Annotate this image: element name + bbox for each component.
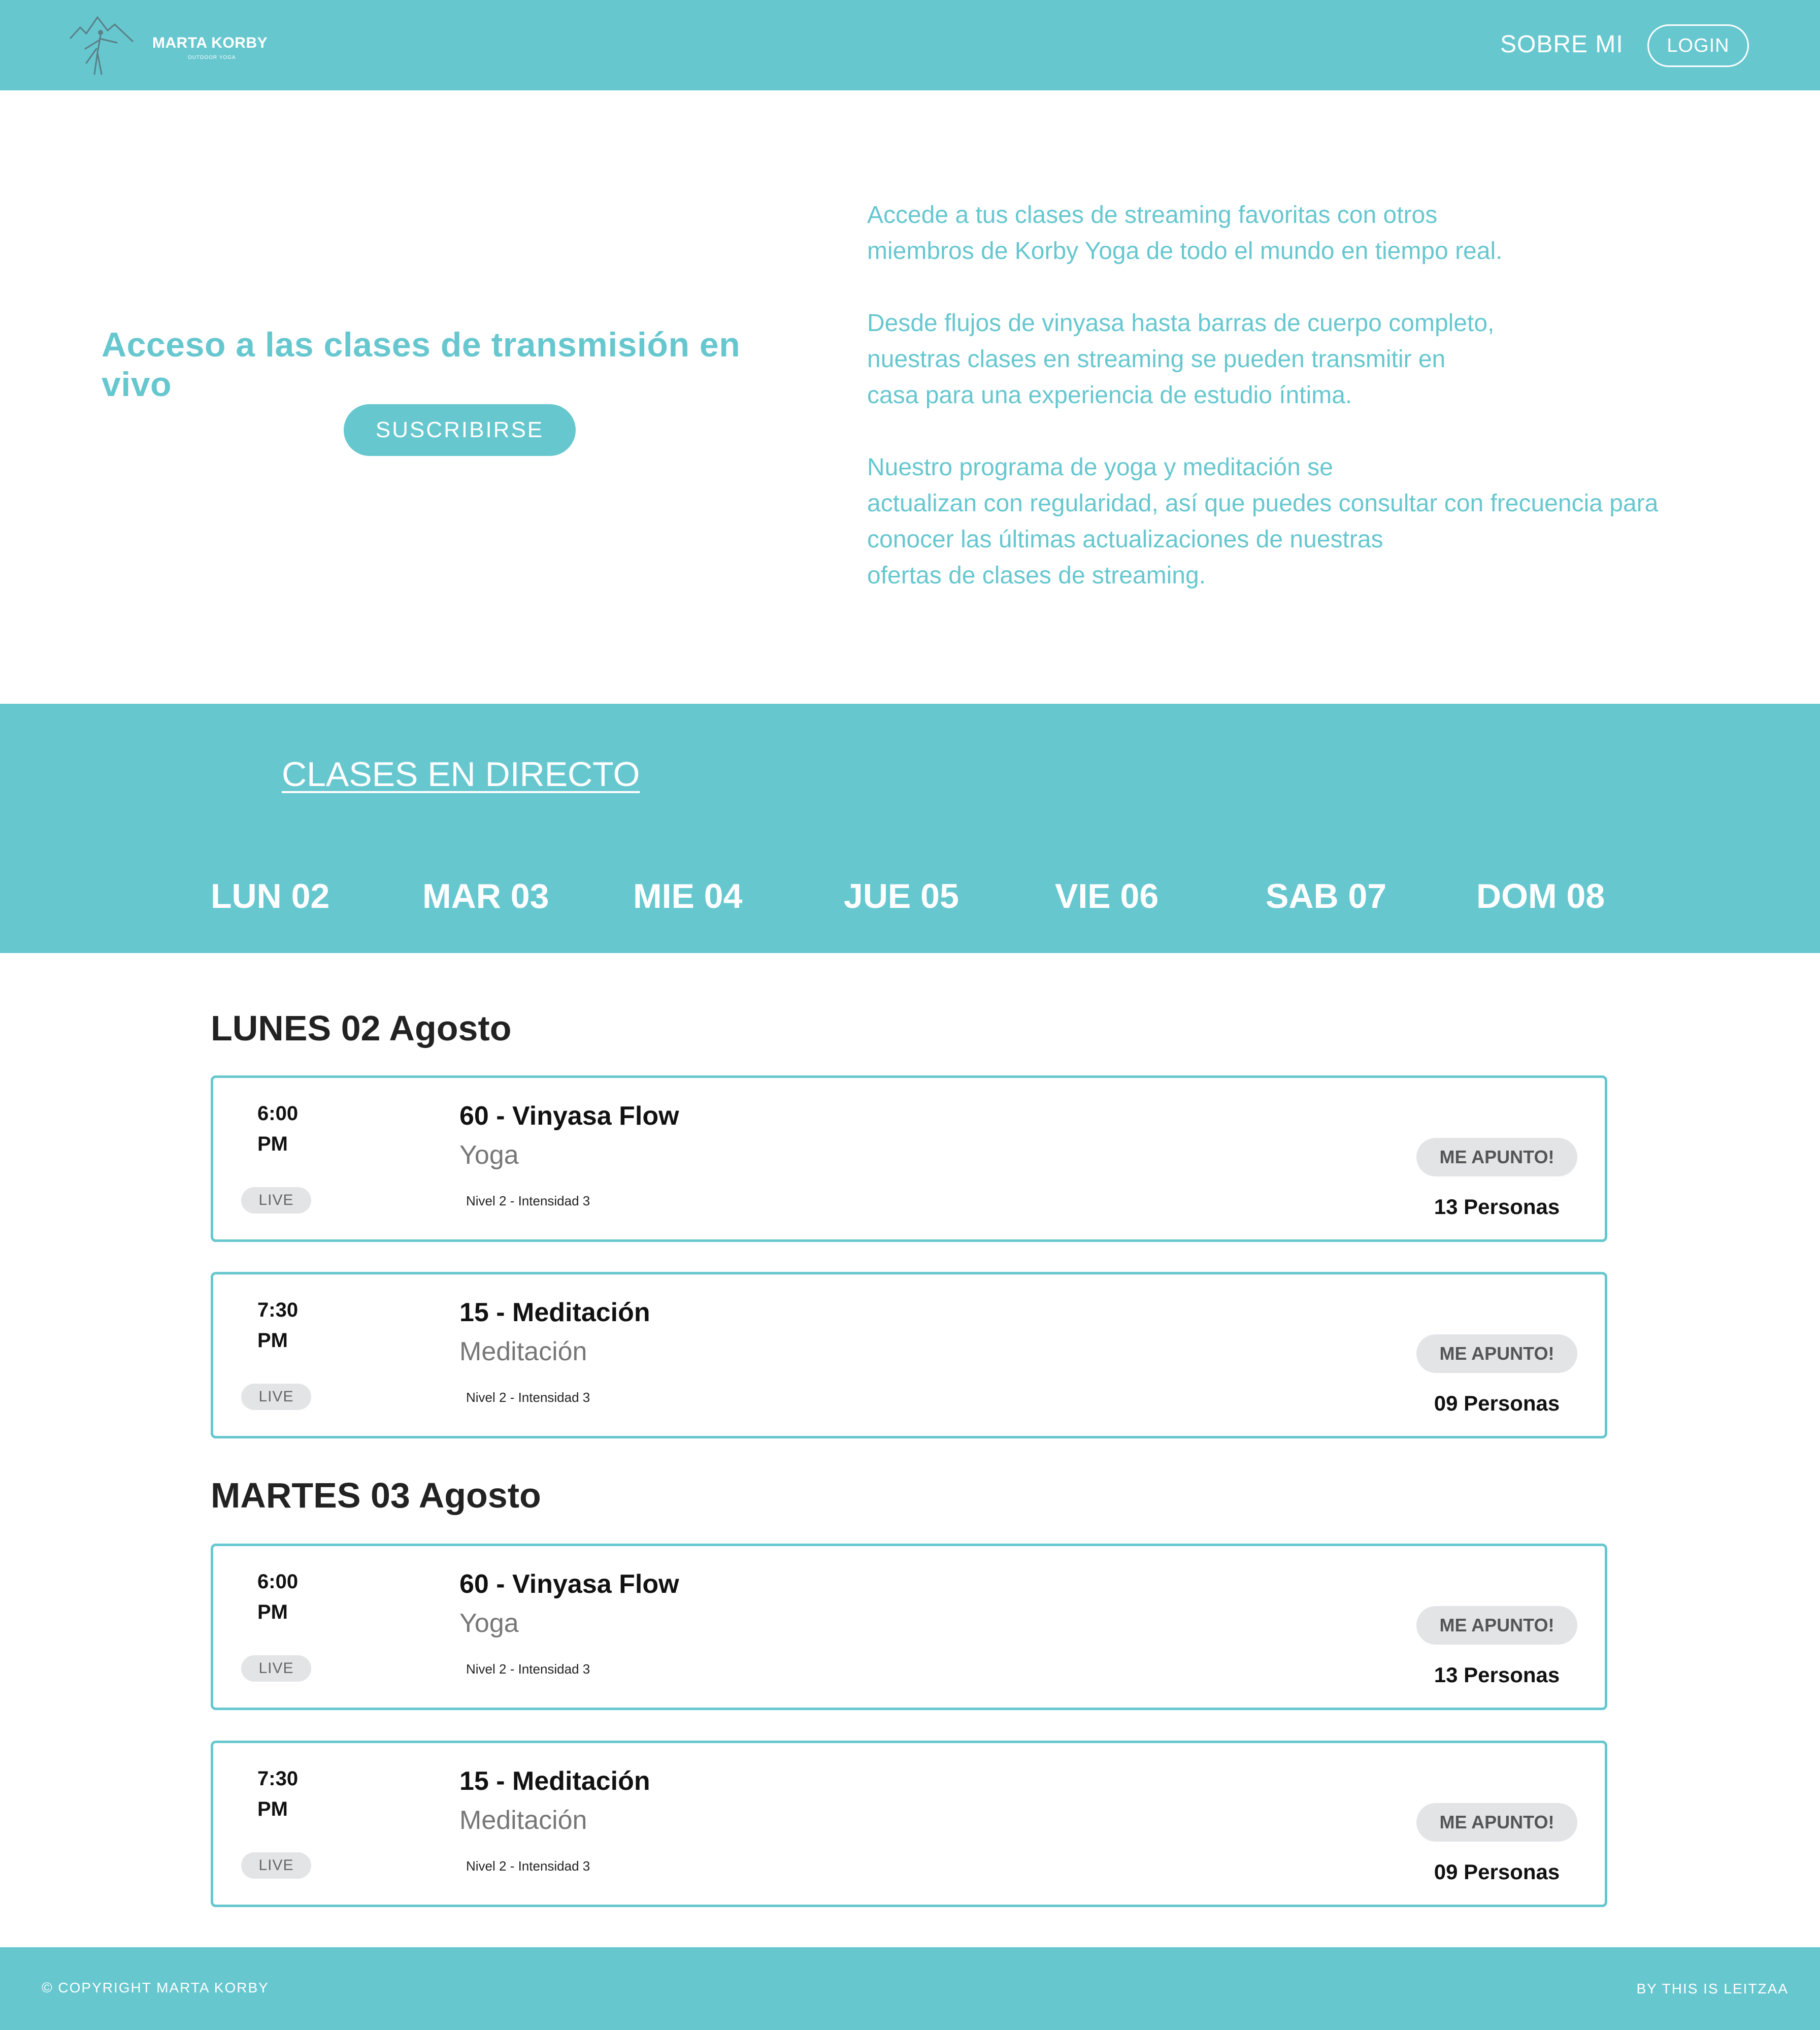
attendee-count: 13 Personas: [1434, 1663, 1560, 1687]
live-classes-title[interactable]: CLASES EN DIRECTO: [282, 755, 640, 794]
class-time-period: PM: [257, 1601, 288, 1623]
intro-line: miembros de Korby Yoga de todo el mundo en tiempo real.: [867, 238, 1503, 265]
intro-title: Acceso a las clases de transmisión en vivo: [102, 325, 741, 404]
class-level: Nivel 2 - Intensidad 3: [466, 1661, 590, 1677]
class-name: 15 - Meditación: [459, 1766, 650, 1796]
day-tab-lun[interactable]: LUN 02: [211, 877, 330, 915]
class-card: [211, 1075, 1607, 1242]
intro-line: Desde flujos de vinyasa hasta barras de cuerpo completo,: [867, 310, 1495, 337]
mountain-yoga-icon: [66, 13, 142, 79]
class-time: [257, 1566, 298, 1627]
class-card: [211, 1741, 1607, 1907]
attendee-count: 09 Personas: [1434, 1860, 1560, 1884]
intro-line: nuestras clases en streaming se pueden transmitir en: [867, 346, 1446, 373]
attendee-count: 13 Personas: [1434, 1195, 1560, 1219]
top-header: [0, 0, 1820, 90]
class-time: [257, 1098, 298, 1159]
day-tab-dom[interactable]: DOM 08: [1476, 877, 1605, 915]
class-time-period: PM: [257, 1798, 288, 1820]
class-name: 15 - Meditación: [459, 1298, 650, 1327]
class-time: [257, 1763, 298, 1824]
brand-name: MARTA KORBY: [152, 35, 268, 51]
join-class-button[interactable]: ME APUNTO!: [1416, 1138, 1577, 1176]
footer: [0, 1947, 1820, 2030]
class-type: Yoga: [459, 1140, 519, 1170]
class-time-hour: 7:30: [257, 1299, 299, 1321]
intro-line: Nuestro programa de yoga y meditación se: [867, 454, 1333, 481]
intro-description: [867, 197, 1791, 594]
day-heading: MARTES 03 Agosto: [211, 1476, 541, 1515]
day-tab-mie[interactable]: MIE 04: [633, 877, 743, 915]
class-name: 60 - Vinyasa Flow: [459, 1569, 679, 1599]
brand-subtitle: OUTDOOR YOGA: [188, 55, 236, 60]
intro-line: actualizan con regularidad, así que puedes consultar con frecuencia para: [867, 490, 1659, 517]
class-time-hour: 6:00: [257, 1570, 299, 1593]
intro-line: conocer las últimas actualizaciones de nuestras: [867, 526, 1383, 553]
day-tab-vie[interactable]: VIE 06: [1055, 877, 1159, 915]
live-badge: LIVE: [241, 1852, 311, 1879]
class-type: Meditación: [459, 1337, 587, 1366]
class-time-period: PM: [257, 1329, 288, 1352]
class-time-hour: 6:00: [257, 1102, 299, 1125]
class-time-period: PM: [257, 1133, 288, 1155]
live-badge: LIVE: [241, 1384, 311, 1410]
class-type: Meditación: [459, 1806, 587, 1835]
nav-about-link[interactable]: SOBRE MI: [1500, 31, 1624, 58]
login-button[interactable]: LOGIN: [1647, 24, 1749, 67]
class-time: [257, 1295, 298, 1356]
join-class-button[interactable]: ME APUNTO!: [1416, 1606, 1577, 1645]
join-class-button[interactable]: ME APUNTO!: [1416, 1334, 1577, 1373]
class-card: [211, 1544, 1607, 1710]
day-tab-jue[interactable]: JUE 05: [844, 877, 959, 915]
live-badge: LIVE: [241, 1187, 311, 1214]
live-badge: LIVE: [241, 1655, 311, 1682]
class-level: Nivel 2 - Intensidad 3: [466, 1193, 590, 1208]
day-heading: LUNES 02 Agosto: [211, 1008, 512, 1048]
class-card: [211, 1272, 1607, 1438]
join-class-button[interactable]: ME APUNTO!: [1416, 1803, 1577, 1842]
subscribe-button[interactable]: SUSCRIBIRSE: [344, 404, 576, 456]
class-level: Nivel 2 - Intensidad 3: [466, 1390, 590, 1405]
class-level: Nivel 2 - Intensidad 3: [466, 1858, 590, 1874]
live-classes-band: [0, 704, 1820, 953]
intro-line: Accede a tus clases de streaming favoritas con otros: [867, 202, 1438, 228]
attendee-count: 09 Personas: [1434, 1391, 1560, 1415]
copyright-text: © COPYRIGHT MARTA KORBY: [42, 1980, 269, 1995]
day-tab-mar[interactable]: MAR 03: [422, 877, 549, 915]
class-name: 60 - Vinyasa Flow: [459, 1101, 679, 1131]
intro-line: casa para una experiencia de estudio íntima.: [867, 382, 1352, 409]
day-tab-sab[interactable]: SAB 07: [1266, 877, 1387, 915]
intro-line: ofertas de clases de streaming.: [867, 562, 1206, 589]
credit-link[interactable]: BY THIS IS LEITZAA: [1636, 1981, 1789, 1996]
brand-logo[interactable]: [66, 13, 279, 79]
class-time-hour: 7:30: [257, 1767, 299, 1790]
class-type: Yoga: [459, 1609, 519, 1638]
